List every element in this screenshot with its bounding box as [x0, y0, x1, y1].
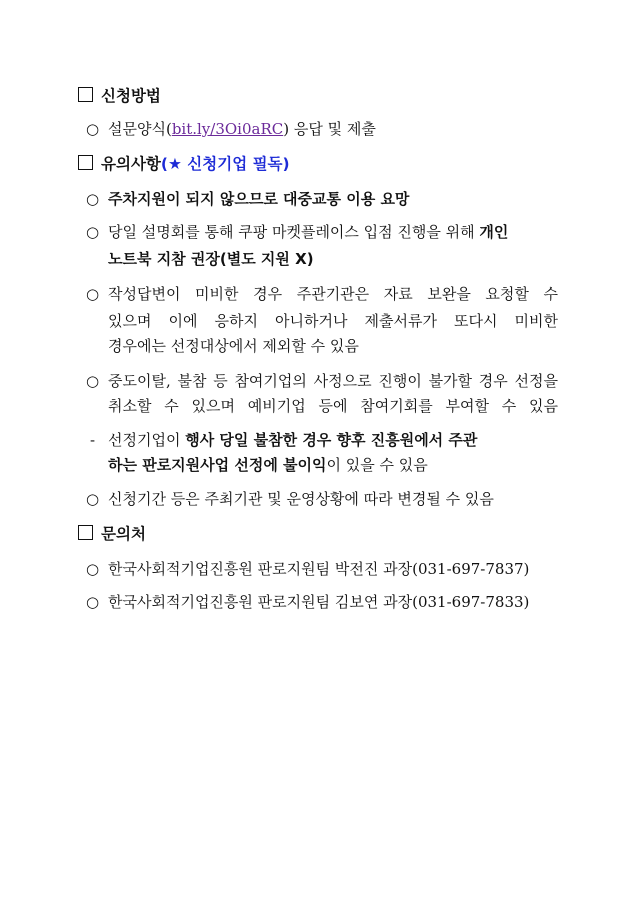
list-item-documents-cont: 있으며 이에 응하지 아니하거나 제출서류가 또다시 미비한 — [108, 312, 558, 330]
checkbox-square-icon — [78, 525, 93, 540]
bullet-circle-icon: ○ — [86, 593, 100, 611]
section-contact-title: 문의처 — [101, 525, 146, 543]
section-notes-heading — [78, 154, 290, 174]
document-page: 신청방법 ○ 설문양식(bit.ly/3Oi0aRC) 응답 및 제출 유의사항(★ 신청기업 필독) ○ 주차지원이 되지 않으므로 대중교통 이용 요망 ○ 당일 설명회를 통해 쿠팡 마켓플레이스 입점 진행을 위해 개인 노트북 지참 권장(별도 지원 X) ○ 작성답변이 미비한 경우 주관기관은 자료 보완을 요청할 수 있으며 이에 응하지 아니하거나 제출서류가 또다시 미비한 경우에는 선정대상에서 제외할 수 있음 ○ 중도이탈, 불참 등 참여기업의 사정으로 진행이 불가할 경우 선정을 취소할 수 있으며 예비기업 등에 참여기회를 부여할 수 있음 - 선정기업이 행사 당일 불참한 경우 향후 진흥원에서 주관 하는 판로지원사업 선정에 불이익이 있을 수 있음 ○ 신청기간 등은 주최기관 및 운영상황에 따라 변경될 수 있음 문의처 ○ 한국사회적기업진흥원 판로지원팀 박전진 과장(031-697-7837) ○ 한국사회적기업진흥원 판로지원팀 김보연 과장(031-697-7833) — [0, 0, 635, 898]
bullet-circle-icon: ○ — [86, 560, 100, 578]
section-method-title: 신청방법 — [101, 87, 161, 105]
list-item-laptop-cont: 노트북 지참 권장(별도 지원 X) — [108, 250, 314, 268]
list-item-documents-cont2: 경우에는 선정대상에서 제외할 수 있음 — [108, 337, 359, 355]
section-notes-highlight: (★ 신청기업 필독) — [160, 155, 290, 173]
bullet-circle-icon: ○ — [86, 223, 100, 241]
bullet-circle-icon: ○ — [86, 372, 100, 390]
survey-link[interactable]: bit.ly/3Oi0aRC — [171, 120, 284, 138]
dash-marker: - — [90, 431, 96, 449]
checkbox-square-icon — [78, 155, 93, 170]
list-item-withdrawal-cont: 취소할 수 있으며 예비기업 등에 참여기회를 부여할 수 있음 — [108, 397, 558, 415]
list-item-penalty-cont: 하는 판로지원사업 선정에 불이익이 있을 수 있음 — [108, 456, 428, 474]
bullet-circle-icon: ○ — [86, 190, 100, 208]
section-method-heading — [78, 86, 161, 106]
bullet-circle-icon: ○ — [86, 490, 100, 508]
bullet-circle-icon: ○ — [86, 120, 100, 138]
checkbox-square-icon — [78, 87, 93, 102]
bullet-circle-icon: ○ — [86, 285, 100, 303]
section-notes-title: 유의사항 — [101, 155, 161, 173]
section-contact-heading — [78, 524, 146, 544]
